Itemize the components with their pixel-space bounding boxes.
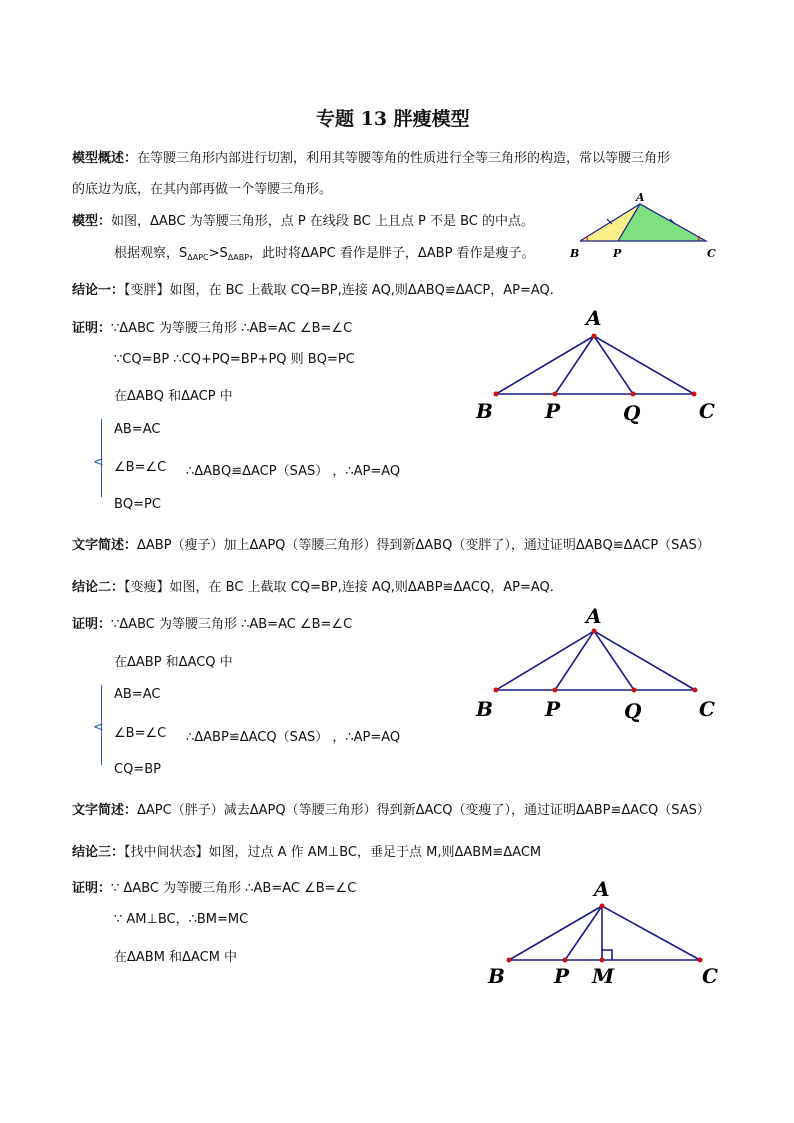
c1-proof-line1	[72, 317, 352, 336]
c2-s2: ∠B=∠C	[114, 726, 167, 741]
fig2-label-q: Q	[624, 699, 642, 723]
c1-head	[72, 279, 554, 298]
c1-label: 结论一：	[72, 283, 125, 298]
c1-proof-label: 证明：	[72, 321, 112, 336]
fig1-label-a: A	[586, 306, 602, 330]
c3-head	[72, 841, 541, 860]
c3-head-text: 【找中间状态】如图，过点 A 作 AM⊥BC，垂足于点 M,则ΔABM≌ΔACM	[124, 845, 542, 860]
overview-label: 模型概述：	[72, 151, 138, 166]
c2-proof-line1	[72, 613, 352, 632]
c1-l2: ∵CQ=BP ∴CQ+PQ=BP+PQ 则 BQ=PC	[114, 352, 355, 367]
model-gt: >S	[208, 246, 228, 261]
overview-line2: 的底边为底，在其内部再做一个等腰三角形。	[72, 182, 333, 197]
c1-s1: AB=AC	[114, 422, 161, 437]
c3-proof-label: 证明：	[72, 881, 112, 896]
fig1-label-b: B	[476, 399, 493, 423]
fig0-label-a: A	[636, 191, 645, 204]
figure-1	[470, 305, 730, 425]
c1-s2: ∠B=∠C	[114, 460, 167, 475]
c1-head-text: 【变胖】如图，在 BC 上截取 CQ=BP,连接 AQ,则ΔABQ≌ΔACP，AP=AQ.	[124, 283, 554, 298]
fig2-label-b: B	[476, 697, 493, 721]
c3-l2: ∵ AM⊥BC，∴BM=MC	[114, 912, 249, 927]
page-title: 专题 13 胖瘦模型	[316, 108, 470, 130]
fig0-label-c: C	[707, 247, 716, 260]
c3-proof-line1	[72, 877, 356, 896]
overview-text1: 在等腰三角形内部进行切割，利用其等腰等角的性质进行全等三角形的构造，常以等腰三角形	[137, 151, 671, 166]
fig2-label-p: P	[545, 697, 561, 721]
c2-s3: CQ=BP	[114, 762, 161, 777]
c1-l1: ∵ΔABC 为等腰三角形 ∴AB=AC ∠B=∠C	[111, 321, 353, 336]
model-figure	[570, 190, 730, 265]
c3-l1: ∵ ΔABC 为等腰三角形 ∴AB=AC ∠B=∠C	[111, 881, 357, 896]
fig3-label-p: P	[554, 964, 570, 988]
model-sub1: ΔAPC	[187, 253, 209, 262]
fig0-label-p: P	[613, 247, 622, 260]
c2-label: 结论二：	[72, 580, 125, 595]
c3-label: 结论三：	[72, 845, 125, 860]
fig3-label-m: M	[592, 964, 615, 988]
c2-s2-result: ∴ΔABP≌ΔACQ（SAS） ，∴AP=AQ	[186, 730, 401, 745]
fig0-label-b: B	[570, 247, 580, 260]
fig3-label-c: C	[702, 964, 718, 988]
fig3-label-a: A	[594, 877, 610, 901]
fig1-label-q: Q	[623, 401, 641, 425]
fig1-label-c: C	[699, 399, 715, 423]
model-line1	[72, 210, 534, 229]
figure-2	[470, 600, 730, 725]
c1-summary	[72, 534, 710, 553]
c2-head-text: 【变瘦】如图，在 BC 上截取 CQ=BP,连接 AQ,则ΔABP≌ΔACQ，AP=AQ.	[124, 580, 554, 595]
c1-summary-text: ΔABP（瘦子）加上ΔAPQ（等腰三角形）得到新ΔABQ（变胖了），通过证明ΔABQ≌ΔACP（SAS）	[137, 538, 710, 553]
c2-s1: AB=AC	[114, 687, 161, 702]
model-area-s1: 根据观察，S	[114, 246, 188, 261]
model-sub2: ΔABP	[227, 253, 250, 262]
model-label: 模型：	[72, 214, 112, 229]
model-text1: 如图，ΔABC 为等腰三角形，点 P 在线段 BC 上且点 P 不是 BC 的中点。	[111, 214, 534, 229]
c1-l3: 在ΔABQ 和ΔACP 中	[114, 389, 233, 404]
c2-l3: 在ΔABP 和ΔACQ 中	[114, 655, 233, 670]
c2-proof-label: 证明：	[72, 617, 112, 632]
fig2-label-c: C	[699, 697, 715, 721]
c2-summary	[72, 799, 710, 818]
c3-l3: 在ΔABM 和ΔACM 中	[114, 950, 238, 965]
fig2-label-a: A	[586, 604, 602, 628]
c1-summary-label: 文字简述：	[72, 538, 138, 553]
overview-line1	[72, 147, 670, 166]
c1-s3: BQ=PC	[114, 497, 161, 512]
c2-l1: ∵ΔABC 为等腰三角形 ∴AB=AC ∠B=∠C	[111, 617, 353, 632]
model-text2: ，此时将ΔAPC 看作是胖子，ΔABP 看作是瘦子。	[249, 246, 535, 261]
c2-head	[72, 576, 554, 595]
fig1-label-p: P	[545, 399, 561, 423]
model-line2	[114, 242, 535, 262]
c2-summary-label: 文字简述：	[72, 803, 138, 818]
c1-s2-result: ∴ΔABQ≌ΔACP（SAS） ，∴AP=AQ	[186, 464, 401, 479]
c1-brace-tip: <	[93, 455, 104, 470]
fig3-label-b: B	[488, 964, 505, 988]
c2-brace-tip: <	[93, 720, 104, 735]
figure-3	[480, 875, 730, 995]
c2-summary-text: ΔAPC（胖子）减去ΔAPQ（等腰三角形）得到新ΔACQ（变瘦了），通过证明ΔABP≌ΔACQ（SAS）	[137, 803, 710, 818]
